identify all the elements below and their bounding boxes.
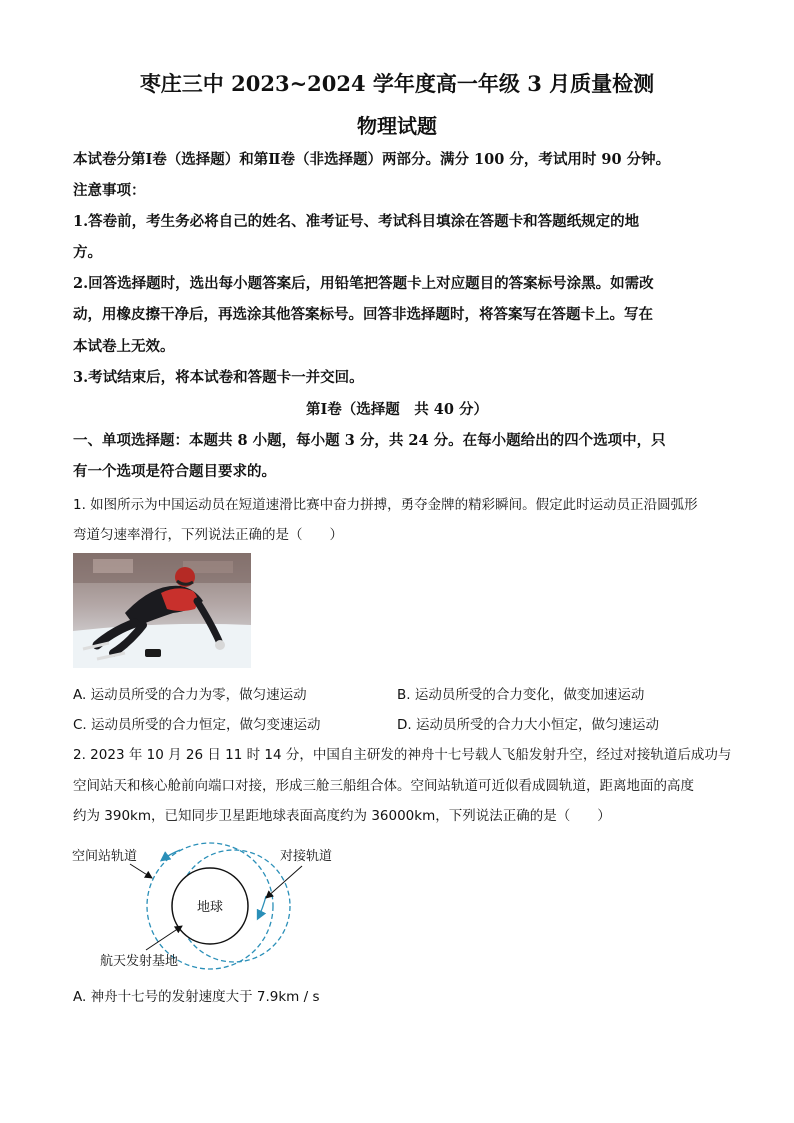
exam-title: 枣庄三中 2023~2024 学年度高一年级 3 月质量检测 [139, 71, 655, 96]
question-2-stem-line-3: 约为 390km，已知同步卫星距地球表面高度约为 36000km，下列说法正确的是（ ） [73, 808, 611, 824]
exam-subtitle: 物理试题 [357, 114, 437, 138]
q2-option-a: A. 神舟十七号的发射速度大于 7.9km / s [73, 989, 320, 1005]
notes-heading: 注意事项： [73, 182, 146, 199]
q1-option-d: D. 运动员所受的合力大小恒定，做匀速运动 [397, 717, 659, 733]
note-2-line-2: 动，用橡皮擦干净后，再选涂其他答案标号。回答非选择题时，将答案写在答题卡上。写在 [73, 306, 653, 323]
note-3: 3.考试结束后，将本试卷和答题卡一并交回。 [73, 369, 364, 386]
question-1-stem-line-1: 1. 如图所示为中国运动员在短道速滑比赛中奋力拼搏，勇夺金牌的精彩瞬间。假定此时运动员正沿圆弧形 [73, 497, 698, 513]
question-2-stem-line-2: 空间站天和核心舱前向端口对接，形成三舱三船组合体。空间站轨道可近似看成圆轨道，距离地面的高度 [73, 778, 694, 794]
q1-option-c: C. 运动员所受的合力恒定，做匀变速运动 [73, 717, 321, 733]
station-orbit-label: 空间站轨道 [72, 849, 138, 864]
question-1-stem-line-2: 弯道匀速率滑行，下列说法正确的是（ ） [73, 527, 343, 543]
section-heading: 第Ⅰ卷（选择题 共 40 分） [305, 401, 489, 418]
launch-base-label: 航天发射基地 [100, 954, 179, 969]
q1-option-a: A. 运动员所受的合力为零，做匀速运动 [73, 687, 307, 703]
q1-option-b: B. 运动员所受的合力变化，做变加速运动 [397, 687, 645, 703]
note-1-line-2: 方。 [73, 244, 102, 261]
note-2-line-3: 本试卷上无效。 [73, 338, 175, 355]
docking-orbit-label: 对接轨道 [280, 849, 333, 864]
intro-text: 本试卷分第Ⅰ卷（选择题）和第Ⅱ卷（非选择题）两部分。满分 100 分，考试用时 90 分钟。 [73, 151, 671, 168]
part-instruction-line-1: 一、单项选择题：本题共 8 小题，每小题 3 分，共 24 分。在每小题给出的四个选项中，只 [73, 432, 666, 449]
question-2-stem-line-1: 2. 2023 年 10 月 26 日 11 时 14 分，中国自主研发的神舟十七号载人飞船发射升空，经过对接轨道后成功与 [73, 747, 732, 763]
note-1-line-1: 1.答卷前，考生务必将自己的姓名、准考证号、考试科目填涂在答题卡和答题纸规定的地 [73, 213, 640, 230]
earth-label: 地球 [196, 900, 224, 915]
part-instruction-line-2: 有一个选项是符合题目要求的。 [73, 463, 276, 480]
orbit-diagram [70, 838, 350, 973]
speed-skater-photo [73, 553, 251, 668]
note-2-line-1: 2.回答选择题时，选出每小题答案后，用铅笔把答题卡上对应题目的答案标号涂黑。如需改 [73, 275, 654, 292]
